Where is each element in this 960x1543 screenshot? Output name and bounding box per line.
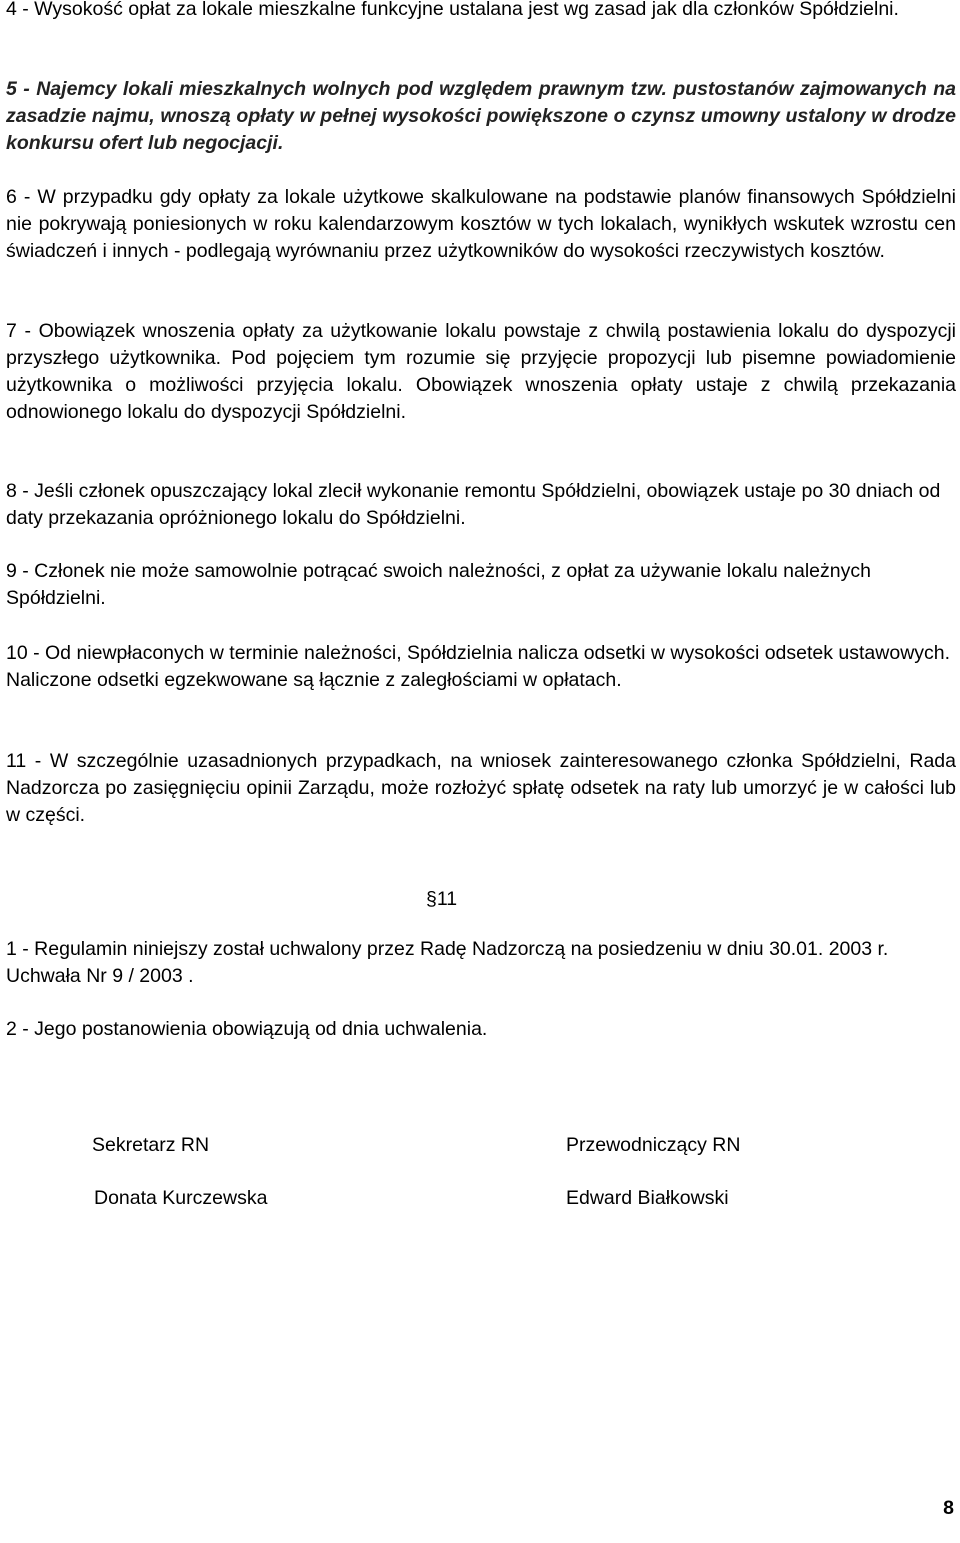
page-number: 8 xyxy=(943,1497,954,1519)
signature-left-name: Donata Kurczewska xyxy=(94,1187,268,1209)
paragraph-7: 7 - Obowiązek wnoszenia opłaty za użytkowanie lokalu powstaje z chwilą postawienia lokalu do dyspozycji przyszłego użytkownika. Pod pojęciem tym rozumie się przyjęcie propozycji lub pisemne powiadomienie użytkownika o możliwości przyjęcia lokalu. Obowiązek wnoszenia opłaty ustaje z chwilą przekazania odnowionego lokalu do dyspozycji Spółdzielni. xyxy=(6,320,956,423)
paragraph-8: 8 - Jeśli członek opuszczający lokal zlecił wykonanie remontu Spółdzielni, obowiązek ustaje po 30 dniach od daty przekazania opróżnionego lokalu do Spółdzielni. xyxy=(6,480,941,529)
section-heading: §11 xyxy=(426,888,458,910)
final-paragraph-2: 2 - Jego postanowienia obowiązują od dnia uchwalenia. xyxy=(6,1018,488,1040)
signature-right-title: Przewodniczący RN xyxy=(566,1134,741,1156)
paragraph-9: 9 - Członek nie może samowolnie potrącać swoich należności, z opłat za używanie lokalu należnych Spółdzielni. xyxy=(6,560,871,609)
paragraph-11: 11 - W szczególnie uzasadnionych przypadkach, na wniosek zainteresowanego członka Spółdzielni, Rada Nadzorcza po zasięgnięciu opinii Zarządu, może rozłożyć spłatę odsetek na raty lub umorzyć je w całości lub w części. xyxy=(6,750,956,826)
paragraph-5: 5 - Najemcy lokali mieszkalnych wolnych pod względem prawnym tzw. pustostanów zajmowanych na zasadzie najmu, wnoszą opłaty w pełnej wysokości powiększone o czynsz umowny ustalony w drodze konkursu ofert lub negocjacji. xyxy=(6,78,956,154)
paragraph-10: 10 - Od niewpłaconych w terminie należności, Spółdzielnia nalicza odsetki w wysokości odsetek ustawowych. Naliczone odsetki egzekwowane są łącznie z zaległościami w opłatach. xyxy=(6,642,951,691)
paragraph-4: 4 - Wysokość opłat za lokale mieszkalne funkcyjne ustalana jest wg zasad jak dla członków Spółdzielni. xyxy=(6,0,899,20)
paragraph-6: 6 - W przypadku gdy opłaty za lokale użytkowe skalkulowane na podstawie planów finansowych Spółdzielni nie pokrywają poniesionych w roku kalendarzowym kosztów w tych lokalach, wynikłych wskutek wzrostu cen świadczeń i innych - podlegają wyrównaniu przez użytkowników do wysokości rzeczywistych kosztów. xyxy=(6,186,956,262)
final-paragraph-1: 1 - Regulamin niniejszy został uchwalony przez Radę Nadzorczą na posiedzeniu w dniu 30.01. 2003 r. Uchwała Nr 9 / 2003 . xyxy=(6,938,889,987)
signature-left-title: Sekretarz RN xyxy=(92,1134,210,1156)
signature-right-name: Edward Białkowski xyxy=(566,1187,729,1209)
